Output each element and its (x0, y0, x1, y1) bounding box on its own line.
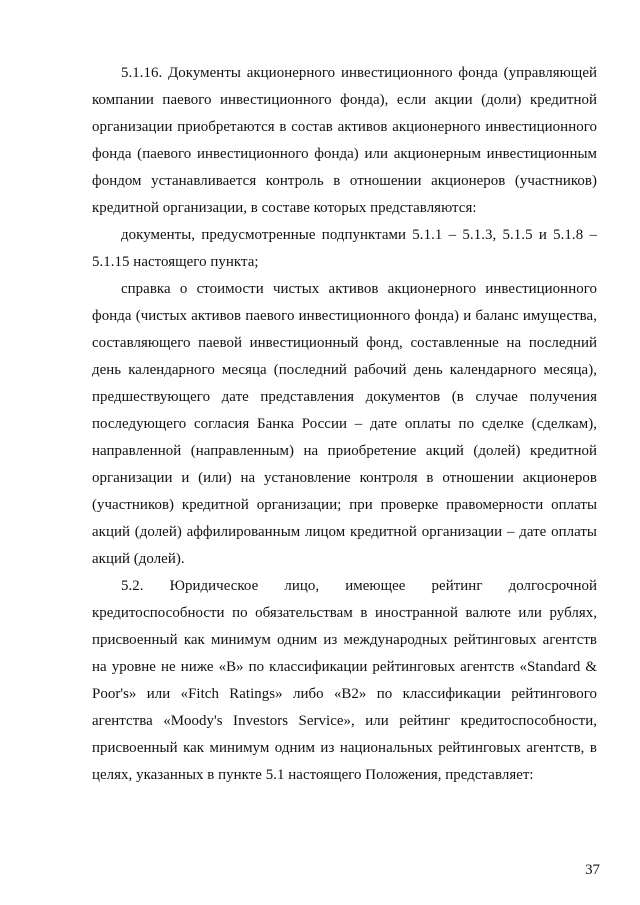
paragraph-net-assets-reference: справка о стоимости чистых активов акционерного инвестиционного фонда (чистых активов паевого инвестиционного фонда) и баланс имущества, составляющего паевой инвестиционный фонд, составленные на последний день календарного месяца (последний рабочий день календарного месяца), предшествующего дате представления документов (в случае получения последующего согласия Банка России – дате оплаты по сделке (сделкам), направленной (направленным) на приобретение акций (долей) кредитной организации и (или) на установление контроля в отношении акционеров (участников) кредитной организации; при проверке правомерности оплаты акций (долей) аффилированным лицом кредитной организации – дате оплаты акций (долей). (92, 281, 597, 567)
paragraph-documents: документы, предусмотренные подпунктами 5.1.1 – 5.1.3, 5.1.5 и 5.1.8 – 5.1.15 настоящего пункта; (92, 227, 597, 270)
page-number: 37 (585, 862, 600, 878)
paragraph-5-2: 5.2. Юридическое лицо, имеющее рейтинг долгосрочной кредитоспособности по обязательствам в иностранной валюте или рублях, присвоенный как минимум одним из международных рейтинговых агентств на уровне не ниже «B» по классификации рейтинговых агентств «Standard & Poor's» или «Fitch Ratings» либо «B2» по классификации рейтингового агентства «Moody's Investors Service», или рейтинг кредитоспособности, присвоенный как минимум одним из национальных рейтинговых агентств, в целях, указанных в пункте 5.1 настоящего Положения, представляет: (92, 578, 597, 783)
body-text (92, 60, 597, 789)
paragraph-5-1-16: 5.1.16. Документы акционерного инвестиционного фонда (управляющей компании паевого инвестиционного фонда), если акции (доли) кредитной организации приобретаются в состав активов акционерного инвестиционного фонда (паевого инвестиционного фонда) или акционерным инвестиционным фондом устанавливается контроль в отношении акционеров (участников) кредитной организации, в составе которых представляются: (92, 65, 597, 216)
